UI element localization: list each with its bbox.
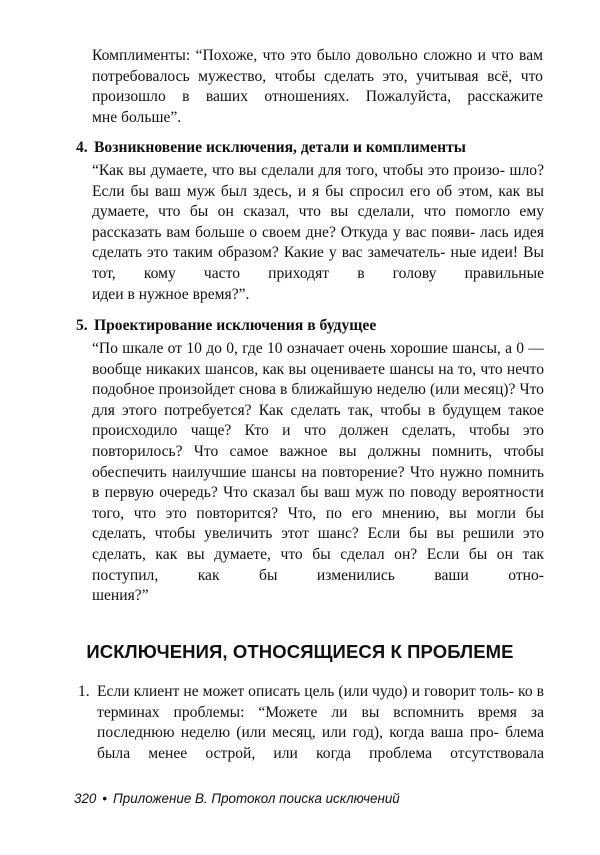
item-5-title: Проектирование исключения в будущее xyxy=(94,317,377,334)
item-4-title: Возникновение исключения, детали и комплименты xyxy=(94,139,466,156)
intro-paragraph xyxy=(92,46,543,128)
item-5-line: (или месяц)? Что для этого потребуется? Как сделать так, xyxy=(92,381,544,419)
footer-bullet: • xyxy=(102,791,108,806)
page-number: 320 xyxy=(74,791,97,806)
item-4-line: ные идеи! Вы тот, кому часто приходят в голову правильные xyxy=(92,244,544,282)
item-5-line: он? Если бы он так поступил, как бы изменились ваши отно- xyxy=(92,545,544,584)
item-5-line: мнению, вы могли бы сделать, чтобы увеличить этот шанс? xyxy=(92,504,544,543)
item-5-number: 5. xyxy=(76,317,88,334)
intro-line: Комплименты: “Похоже, что это было довольно сложно и что xyxy=(92,47,514,64)
item-5-line: по поводу вероятности того, что это повторится? Что, по его xyxy=(92,484,544,522)
list-item-1-line: за последнюю неделю (или месяц, или год), когда ваша про- xyxy=(97,703,544,742)
item-4-line: как вы думаете, что бы он сказал, что вы сделали, что помогло xyxy=(92,182,544,221)
intro-line: что произошло в ваших отношениях. Пожалуйста, расскажите xyxy=(92,67,543,106)
list-item-1-number: 1. xyxy=(78,683,90,700)
item-4-line: шло? Если бы ваш муж был здесь, и я бы спросил его об этом, xyxy=(92,162,544,200)
item-5-line: Что нужно помнить в первую очередь? Что сказал бы ваш муж xyxy=(92,463,544,502)
item-4-paragraph xyxy=(92,161,544,305)
item-4-line: ему рассказать вам больше о своем дне? Откуда у вас появи- xyxy=(92,203,545,241)
item-5-line: “По шкале от 10 до 0, где 10 означает очень хорошие шансы, xyxy=(92,340,501,357)
item-5-line: чтобы в будущем такое происходило чаще? Кто и что должен xyxy=(92,401,544,440)
item-4-line: лась идея сделать это таким образом? Какие у вас замечатель- xyxy=(92,223,544,262)
item-4-heading xyxy=(76,138,466,158)
list-item-1-line: блема была менее острой, или когда проблема отсутствовала xyxy=(97,724,544,762)
item-5-line: а 0 — вообще никаких шансов, как вы оцениваете шансы на то, xyxy=(92,340,544,378)
item-5-line-last: шения?” xyxy=(92,587,149,605)
item-5-heading xyxy=(76,316,376,336)
list-item-1-paragraph xyxy=(97,682,544,764)
item-4-line: “Как вы думаете, что вы сделали для того, чтобы это произо- xyxy=(92,162,505,179)
list-item-1-line: ко в терминах проблемы: “Можете ли вы вспомнить время xyxy=(97,683,544,721)
list-item-1-line: Если клиент не может описать цель (или чудо) и говорит толь- xyxy=(97,683,515,700)
page-footer xyxy=(74,791,400,806)
section-heading: ИСКЛЮЧЕНИЯ, ОТНОСЯЩИЕСЯ К ПРОБЛЕМЕ xyxy=(86,641,514,662)
item-4-line-last: идеи в нужное время?”. xyxy=(92,285,250,303)
item-4-number: 4. xyxy=(76,139,88,156)
item-5-line: что нечто подобное произойдет снова в ближайшую неделю xyxy=(92,360,545,399)
item-5-line: помнить, чтобы обеспечить наилучшие шансы на повторение? xyxy=(92,442,544,481)
item-5-line: Если бы вы решили это сделать, как вы думаете, что бы сделал xyxy=(92,525,544,563)
item-5-paragraph xyxy=(92,339,544,607)
running-title: Приложение В. Протокол поиска исключений xyxy=(113,791,400,806)
intro-line: вам потребовалось мужество, чтобы сделать это, учитывая всё, xyxy=(92,47,543,85)
item-5-line: сделать, чтобы это повторилось? Что самое важное вы должны xyxy=(92,422,544,460)
intro-line-last: мне больше”. xyxy=(92,108,182,126)
